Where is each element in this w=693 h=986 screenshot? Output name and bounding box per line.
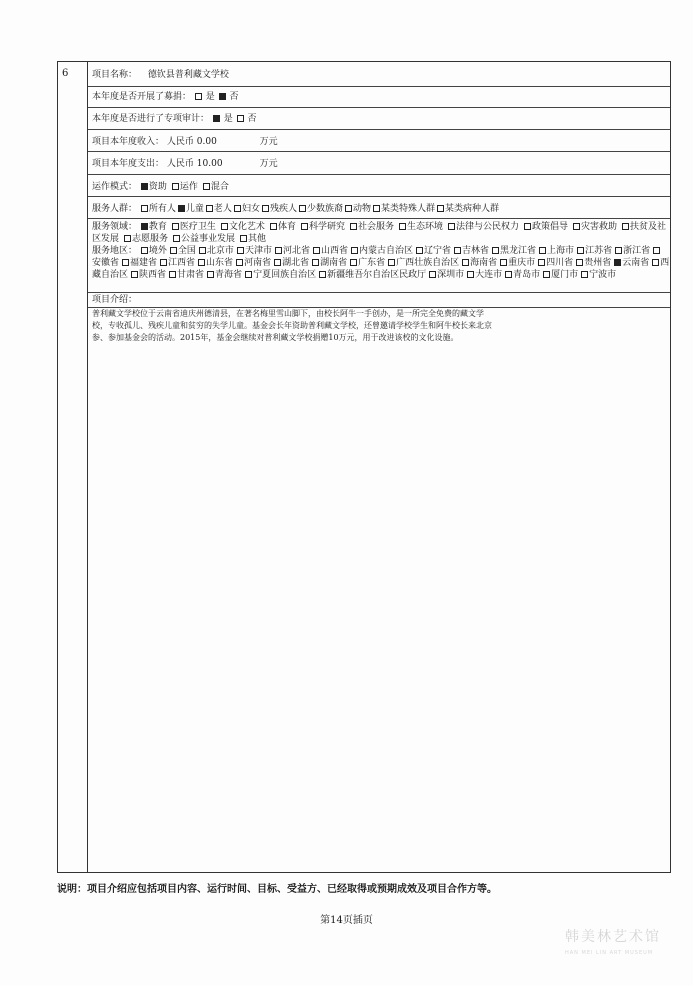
service-field-option-label: 社会服务 [357, 222, 394, 232]
service-region-checkbox[interactable] [543, 271, 550, 278]
fundraising-no-label: 否 [229, 92, 239, 102]
note-text: 说明：项目介绍应包括项目内容、运行时间、目标、受益方、已经取得或预期成效及项目合作方等。 [57, 884, 497, 895]
service-region-checkbox[interactable] [576, 259, 583, 266]
expense-currency: 人民币 [166, 159, 194, 169]
service-field-checkbox[interactable] [141, 223, 148, 230]
service-region-option-label: 西藏自治区 [92, 258, 670, 280]
service-group-option-label: 老人 [213, 204, 232, 214]
service-region-checkbox[interactable] [581, 271, 588, 278]
service-region-option-label: 上海市 [547, 246, 575, 256]
fundraising-yes-checkbox[interactable] [195, 93, 202, 100]
service-region-option-label: 山东省 [206, 258, 234, 268]
operation-options [140, 182, 233, 192]
service-regions [92, 245, 670, 281]
service-group-checkbox[interactable] [437, 205, 444, 212]
service-fields-options [92, 222, 666, 244]
service-field-option-label: 志愿服务 [132, 234, 169, 244]
service-region-checkbox[interactable] [319, 271, 326, 278]
service-group-option-label: 某类特殊人群 [381, 204, 436, 214]
project-name-label: 项目名称： [92, 70, 138, 80]
service-region-checkbox[interactable] [467, 271, 474, 278]
service-group-option-label: 动物 [352, 204, 371, 214]
service-region-checkbox[interactable] [653, 247, 660, 254]
service-region-checkbox[interactable] [275, 247, 282, 254]
service-region-option-label: 内蒙古自治区 [358, 246, 413, 256]
service-group-option-label: 少数族裔 [306, 204, 343, 214]
service-region-option-label: 浙江省 [623, 246, 651, 256]
service-region-checkbox[interactable] [313, 247, 320, 254]
service-group-checkbox[interactable] [234, 205, 241, 212]
service-region-checkbox[interactable] [312, 259, 319, 266]
operation-row [88, 175, 670, 197]
intro-label: 项目介绍： [92, 295, 138, 305]
service-region-option-label: 黑龙江省 [500, 246, 537, 256]
intro-text [92, 308, 552, 344]
service-region-checkbox[interactable] [539, 247, 546, 254]
fundraising-yes-label: 是 [205, 92, 215, 102]
service-field-option-label: 扶贫及社区发展 [92, 222, 667, 244]
operation-checkbox[interactable] [141, 183, 148, 190]
service-field-option-label: 医疗卫生 [179, 222, 216, 232]
service-group-checkbox[interactable] [299, 205, 306, 212]
service-region-option-label: 深圳市 [437, 270, 465, 280]
service-group-checkbox[interactable] [373, 205, 380, 212]
service-region-checkbox[interactable] [500, 259, 507, 266]
service-region-option-label: 江西省 [168, 258, 196, 268]
service-region-checkbox[interactable] [505, 271, 512, 278]
service-field-option-label: 灾害救助 [581, 222, 618, 232]
service-region-option-label: 云南省 [622, 258, 650, 268]
service-region-option-label: 宁夏回族自治区 [253, 270, 317, 280]
service-region-option-label: 宁波市 [589, 270, 617, 280]
service-region-checkbox[interactable] [236, 259, 243, 266]
intro-line: 普利藏文学校位于云南省迪庆州德清县，在著名梅里雪山脚下，由校长阿牛一手创办，是一所完全免费的藏文学 [92, 309, 484, 318]
service-region-checkbox[interactable] [350, 259, 357, 266]
project-name-value: 德钦县普利藏文学校 [147, 70, 229, 80]
service-region-option-label: 贵州省 [584, 258, 612, 268]
service-region-option-label: 江苏省 [585, 246, 613, 256]
service-region-checkbox[interactable] [199, 247, 206, 254]
service-region-checkbox[interactable] [429, 271, 436, 278]
income-amount: 0.00 [196, 137, 217, 147]
service-fields [92, 221, 670, 245]
watermark-logo: 韩美林艺术馆 [565, 929, 661, 945]
service-field-checkbox[interactable] [524, 223, 531, 230]
operation-option-label: 运作 [179, 182, 198, 192]
service-region-option-label: 湖南省 [320, 258, 348, 268]
service-region-option-label: 湖北省 [282, 258, 310, 268]
service-group-option-label: 儿童 [185, 204, 204, 214]
service-region-option-label: 河北省 [282, 246, 310, 256]
fundraising-row [88, 87, 670, 108]
service-field-checkbox[interactable] [622, 223, 629, 230]
service-field-option-label: 文化艺术 [228, 222, 265, 232]
service-region-checkbox[interactable] [207, 271, 214, 278]
audit-label: 本年度是否进行了专项审计： [92, 114, 210, 124]
service-field-checkbox[interactable] [270, 223, 277, 230]
service-field-checkbox[interactable] [448, 223, 455, 230]
service-groups-label: 服务人群： [92, 204, 138, 214]
service-region-checkbox[interactable] [577, 247, 584, 254]
service-region-checkbox[interactable] [454, 247, 461, 254]
service-region-option-label: 吉林省 [462, 246, 490, 256]
service-group-option-label: 某类病种人群 [445, 204, 500, 214]
service-region-option-label: 四川省 [546, 258, 574, 268]
audit-no-checkbox[interactable] [237, 115, 244, 122]
fundraising-no-checkbox[interactable] [219, 93, 226, 100]
operation-checkbox[interactable] [172, 183, 179, 190]
service-region-checkbox[interactable] [237, 247, 244, 254]
service-region-checkbox[interactable] [245, 271, 252, 278]
service-region-option-label: 辽宁省 [424, 246, 452, 256]
service-region-option-label: 甘肃省 [177, 270, 205, 280]
service-region-option-label: 海南省 [470, 258, 498, 268]
service-field-checkbox[interactable] [124, 235, 131, 242]
operation-checkbox[interactable] [203, 183, 210, 190]
row-number: 6 [62, 68, 69, 79]
service-region-option-label: 陕西省 [139, 270, 167, 280]
service-region-checkbox[interactable] [615, 247, 622, 254]
service-groups-row [88, 197, 670, 219]
intro-label-row [88, 293, 670, 307]
service-group-option-label: 所有人 [148, 204, 176, 214]
project-name-row [88, 62, 670, 87]
service-group-checkbox[interactable] [178, 205, 185, 212]
service-field-checkbox[interactable] [240, 235, 247, 242]
service-region-checkbox[interactable] [141, 247, 148, 254]
service-region-checkbox[interactable] [131, 271, 138, 278]
intro-line: 参、参加基金会的活动。2015年，基金会继续对普利藏文学校捐赠10万元，用于改进该校的文化设施。 [92, 333, 459, 342]
income-unit: 万元 [259, 137, 278, 147]
service-field-checkbox[interactable] [172, 223, 179, 230]
expense-amount: 10.00 [196, 159, 223, 169]
service-regions-label: 服务地区： [92, 246, 138, 256]
service-group-option-label: 妇女 [241, 204, 260, 214]
service-region-option-label: 新疆维吾尔自治区民政厅 [327, 270, 427, 280]
service-field-option-label: 科学研究 [308, 222, 345, 232]
service-region-checkbox[interactable] [416, 247, 423, 254]
service-field-option-label: 教育 [148, 222, 167, 232]
service-region-option-label: 境外 [148, 246, 167, 256]
audit-row [88, 108, 670, 130]
fundraising-label: 本年度是否开展了募捐： [92, 92, 192, 102]
service-region-checkbox[interactable] [614, 259, 621, 266]
service-group-checkbox[interactable] [262, 205, 269, 212]
audit-no-label: 否 [247, 114, 257, 124]
service-region-checkbox[interactable] [122, 259, 129, 266]
service-field-option-label: 生态环境 [406, 222, 443, 232]
project-table [57, 61, 671, 873]
income-label: 项目本年度收入： [92, 137, 165, 147]
service-field-checkbox[interactable] [573, 223, 580, 230]
service-region-option-label: 福建省 [130, 258, 158, 268]
service-region-option-label: 河南省 [244, 258, 272, 268]
service-group-checkbox[interactable] [141, 205, 148, 212]
service-field-option-label: 其他 [248, 234, 267, 244]
service-group-checkbox[interactable] [206, 205, 213, 212]
service-regions-options [92, 246, 669, 280]
service-region-option-label: 广西壮族自治区 [396, 258, 460, 268]
service-field-option-label: 公益事业发展 [181, 234, 236, 244]
income-currency: 人民币 [166, 137, 194, 147]
service-region-checkbox[interactable] [198, 259, 205, 266]
service-field-checkbox[interactable] [399, 223, 406, 230]
service-group-checkbox[interactable] [345, 205, 352, 212]
service-region-option-label: 厦门市 [551, 270, 579, 280]
service-groups-options [140, 204, 500, 214]
service-region-checkbox[interactable] [492, 247, 499, 254]
service-region-checkbox[interactable] [388, 259, 395, 266]
service-group-option-label: 残疾人 [269, 204, 297, 214]
service-field-option-label: 政策倡导 [532, 222, 569, 232]
service-region-option-label: 北京市 [206, 246, 234, 256]
service-region-checkbox[interactable] [538, 259, 545, 266]
watermark-subtext: HAN MEI LIN ART MUSEUM [565, 950, 654, 956]
service-region-option-label: 青岛市 [513, 270, 541, 280]
service-region-checkbox[interactable] [170, 247, 177, 254]
income-row [88, 130, 670, 152]
service-fields-label: 服务领域： [92, 222, 138, 232]
service-field-checkbox[interactable] [301, 223, 308, 230]
service-region-option-label: 天津市 [244, 246, 272, 256]
page-footer: 第14页插页 [320, 915, 373, 926]
expense-row [88, 152, 670, 175]
operation-option-label: 混合 [210, 182, 229, 192]
service-region-option-label: 安徽省 [92, 258, 120, 268]
service-region-checkbox[interactable] [160, 259, 167, 266]
operation-label: 运作模式： [92, 182, 138, 192]
service-region-checkbox[interactable] [462, 259, 469, 266]
service-region-option-label: 广东省 [358, 258, 386, 268]
expense-unit: 万元 [259, 159, 278, 169]
service-region-option-label: 全国 [177, 246, 196, 256]
service-region-option-label: 重庆市 [508, 258, 536, 268]
service-region-option-label: 大连市 [475, 270, 503, 280]
operation-option-label: 资助 [148, 182, 167, 192]
audit-yes-label: 是 [223, 114, 233, 124]
audit-yes-checkbox[interactable] [213, 115, 220, 122]
service-region-checkbox[interactable] [652, 259, 659, 266]
service-fields-regions-row [88, 219, 670, 293]
service-region-checkbox[interactable] [169, 271, 176, 278]
service-field-option-label: 体育 [277, 222, 296, 232]
intro-line: 校，专收孤儿、残疾儿童和贫穷的失学儿童。基金会长年资助普利藏文学校，还曾邀请学校学生和阿牛校长来北京 [92, 321, 492, 330]
service-region-option-label: 青海省 [215, 270, 243, 280]
service-field-option-label: 法律与公民权力 [456, 222, 520, 232]
service-field-checkbox[interactable] [173, 235, 180, 242]
service-field-checkbox[interactable] [221, 223, 228, 230]
expense-label: 项目本年度支出： [92, 159, 165, 169]
service-region-checkbox[interactable] [351, 247, 358, 254]
service-region-option-label: 山西省 [320, 246, 348, 256]
service-field-checkbox[interactable] [350, 223, 357, 230]
service-region-checkbox[interactable] [274, 259, 281, 266]
row-number-column [58, 62, 88, 872]
